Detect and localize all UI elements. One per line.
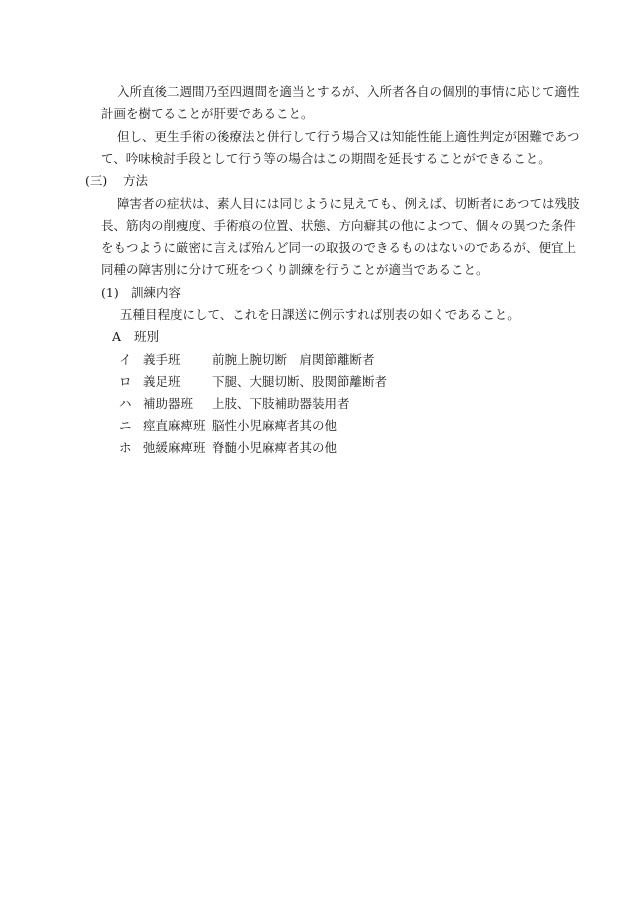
group-mark: ニ xyxy=(119,418,132,433)
group-mark: ロ xyxy=(119,374,132,389)
subsection-1-title: 訓練内容 xyxy=(131,285,182,300)
section-3-title: 方法 xyxy=(123,173,149,188)
group-row xyxy=(119,350,439,370)
section-3-body-line-4: 同種の障害別に分けて班をつくり訓練を行うことが適当であること。 xyxy=(101,262,489,277)
paragraph-1-line-2: 計画を樹てることが肝要であること。 xyxy=(101,106,314,121)
group-row xyxy=(119,372,439,392)
groups-label xyxy=(112,327,312,347)
subsection-1-number: (1) xyxy=(101,285,119,300)
section-3-body-line-3: をもつように厳密に言えば殆んど同一の取扱のできるものはないのであるが、便宜上 xyxy=(101,240,577,255)
paragraph-2-line-2: て、吟味検討手段として行う等の場合はこの期間を延長することができること。 xyxy=(101,151,551,166)
paragraph-2-line-1: 但し、更生手術の後療法と併行して行う場合又は知能性能上適性判定が困難であつ xyxy=(117,129,580,144)
paragraph-1-line-1: 入所直後二週間乃至四週間を適当とするが、入所者各自の個別的事情に応じて適性 xyxy=(117,84,580,99)
group-name: 補助器班 xyxy=(143,396,194,411)
subsection-1-body: 五種目程度にして、これを日課送に例示すれば別表の如くであること。 xyxy=(120,307,520,322)
group-row xyxy=(119,438,439,458)
group-name: 義手班 xyxy=(143,352,181,367)
group-desc: 下腿、大腿切断、股関節離断者 xyxy=(212,374,388,389)
group-row xyxy=(119,416,439,436)
group-name: 痙直麻痺班 xyxy=(143,418,206,433)
group-row xyxy=(119,394,439,414)
group-mark: ホ xyxy=(119,440,132,455)
groups-label-letter: A xyxy=(112,329,122,344)
group-mark: イ xyxy=(119,352,132,367)
group-name: 義足班 xyxy=(143,374,181,389)
group-mark: ハ xyxy=(119,396,132,411)
group-desc: 前腕上腕切断 肩関節離断者 xyxy=(212,352,375,367)
subsection-1-heading xyxy=(101,283,301,303)
section-3-number: (三) xyxy=(85,173,108,188)
groups-label-title: 班別 xyxy=(134,329,160,344)
section-3-body-line-1: 障害者の症状は、素人目には同じように見えても、例えば、切断者にあつては残肢 xyxy=(117,196,580,211)
section-3-heading xyxy=(85,171,285,191)
group-desc: 脳性小児麻痺者其の他 xyxy=(212,418,338,433)
group-name: 弛緩麻痺班 xyxy=(143,440,206,455)
group-desc: 上肢、下肢補助器装用者 xyxy=(212,396,350,411)
section-3-body-line-2: 長、筋肉の削痩度、手術痕の位置、状態、方向癖其の他によつて、個々の異つた条件 xyxy=(101,218,576,233)
group-desc: 脊髄小児麻痺者其の他 xyxy=(212,440,338,455)
